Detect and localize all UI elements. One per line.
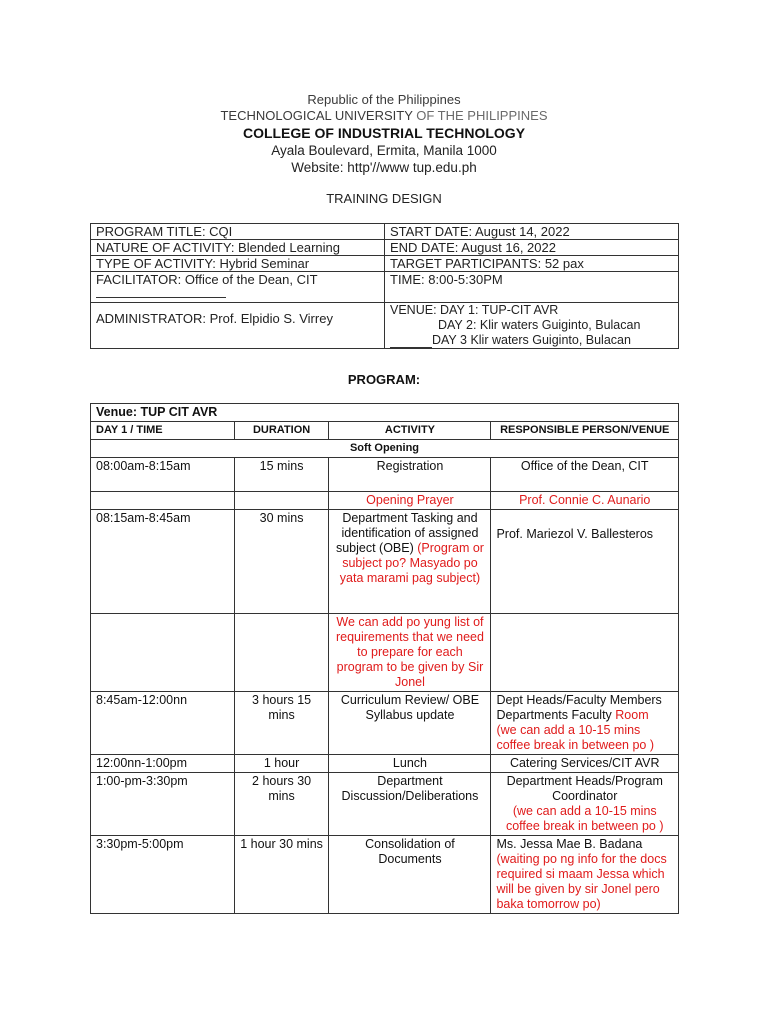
- program-heading: PROGRAM:: [347, 372, 421, 387]
- table-row: 08:15am-8:45am 30 mins Department Tasking and identification of assigned subject (OBE) (Program or subject po? Masyado po yata marami pag subject) Prof. Mariezol V. Ballesteros: [91, 510, 679, 614]
- university-line: TECHNOLOGICAL UNIVERSITY OF THE PHILIPPINES: [220, 108, 548, 123]
- administrator-cell: ADMINISTRATOR: Prof. Elpidio S. Virrey: [91, 303, 385, 349]
- col-header-duration: DURATION: [234, 422, 329, 440]
- underline-blank: [390, 335, 432, 348]
- col-header-responsible: RESPONSIBLE PERSON/VENUE: [491, 422, 679, 440]
- document-title: TRAINING DESIGN: [326, 191, 442, 206]
- table-row: Opening Prayer Prof. Connie C. Aunario: [91, 492, 679, 510]
- col-header-time: DAY 1 / TIME: [91, 422, 235, 440]
- target-cell: TARGET PARTICIPANTS: 52 pax: [385, 256, 679, 272]
- table-row: 3:30pm-5:00pm 1 hour 30 mins Consolidation of Documents Ms. Jessa Mae B. Badana (waiting po ng info for the docs required si maam Jessa which will be given by sir Jonel pero baka tomorrow po): [91, 836, 679, 914]
- table-row: 12:00nn-1:00pm 1 hour Lunch Catering Services/CIT AVR: [91, 755, 679, 773]
- table-row: 1:00-pm-3:30pm 2 hours 30 mins Department Discussion/Deliberations Department Heads/Program Coordinator (we can add a 10-15 mins coffee break in between po ): [91, 773, 679, 836]
- document-header: [0, 92, 768, 207]
- college-name: COLLEGE OF INDUSTRIAL TECHNOLOGY: [242, 125, 526, 141]
- underline-blank: [96, 287, 226, 298]
- venue-row: Venue: TUP CIT AVR: [91, 404, 679, 422]
- end-date-cell: END DATE: August 16, 2022: [385, 240, 679, 256]
- republic-line: Republic of the Philippines: [307, 92, 461, 107]
- table-row: 08:00am-8:15am 15 mins Registration Office of the Dean, CIT: [91, 458, 679, 492]
- program-title-cell: PROGRAM TITLE: CQI: [91, 224, 385, 240]
- website-line: Website: http'//www tup.edu.ph: [291, 160, 477, 175]
- soft-opening-row: Soft Opening: [91, 440, 679, 458]
- table-row: 8:45am-12:00nn 3 hours 15 mins Curriculum Review/ OBE Syllabus update Dept Heads/Faculty Members Departments Faculty Room (we can add a 10-15 mins coffee break in between po ): [91, 692, 679, 755]
- start-date-cell: START DATE: August 14, 2022: [385, 224, 679, 240]
- table-row: We can add po yung list of requirements that we need to prepare for each program to be given by Sir Jonel: [91, 614, 679, 692]
- address-line: Ayala Boulevard, Ermita, Manila 1000: [271, 143, 497, 158]
- venue-cell: VENUE: DAY 1: TUP-CIT AVR DAY 2: Klir waters Guiginto, Bulacan DAY 3 Klir waters Guiginto, Bulacan: [385, 303, 679, 349]
- facilitator-cell: FACILITATOR: Office of the Dean, CIT: [91, 272, 385, 303]
- nature-cell: NATURE OF ACTIVITY: Blended Learning: [91, 240, 385, 256]
- time-cell: TIME: 8:00-5:30PM: [385, 272, 679, 303]
- col-header-activity: ACTIVITY: [329, 422, 491, 440]
- program-table: [90, 403, 679, 914]
- training-info-table: [90, 223, 679, 349]
- type-cell: TYPE OF ACTIVITY: Hybrid Seminar: [91, 256, 385, 272]
